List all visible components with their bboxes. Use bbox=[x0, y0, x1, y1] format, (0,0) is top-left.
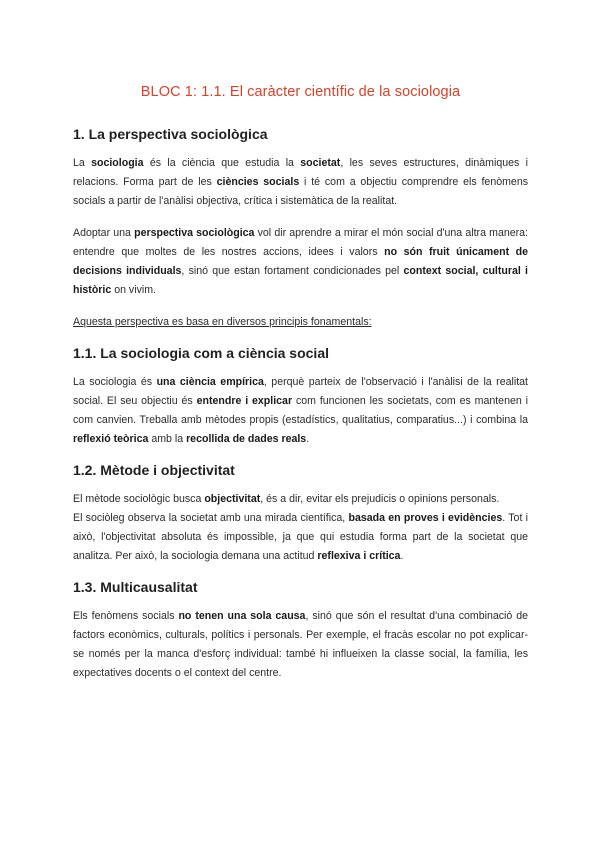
paragraph-perspectiva bbox=[73, 224, 528, 300]
section-heading-multicausalitat: 1.3. Multicausalitat bbox=[73, 579, 198, 595]
section-heading-ciencia-social: 1.1. La sociologia com a ciència social bbox=[73, 345, 329, 361]
text-run: , sinó que són el resultat d'una combinació de factors econòmics, culturals, polítics i personals. Per exemple, el fracàs escolar no pot explicar-se només per la manca d'esforç individual: també hi influeixen la classe social, la família, les expectatives docents o el context del centre. bbox=[73, 610, 529, 679]
bold-term: objectivitat bbox=[204, 493, 261, 505]
text-run: , perquè parteix de l'observació i l'anàlisi de la realitat social. El seu objectiu és bbox=[73, 376, 528, 407]
text-run: i té com a objectiu comprendre els fenòmens socials a partir de l'anàlisi objectiva, crítica i sistemàtica de la realitat. bbox=[73, 176, 529, 207]
text-run: , és a dir, evitar els prejudicis o opinions personals. bbox=[260, 493, 500, 505]
text-run: La bbox=[73, 157, 92, 169]
underlined-text: Aquesta perspectiva es basa en diversos principis fonamentals: bbox=[73, 316, 372, 328]
text-run: . Tot i això, l'objectivitat absoluta és impossible, ja que qui estudia forma part de la societat que analitza. Per això, la sociologia demana una actitud bbox=[73, 512, 529, 562]
bold-term: sociologia bbox=[91, 157, 144, 169]
paragraph-fenomens-socials bbox=[73, 607, 528, 683]
text-run: El mètode sociològic busca bbox=[73, 493, 205, 505]
text-run: , les seves estructures, dinàmiques i relacions. Forma part de les bbox=[73, 157, 528, 188]
bold-term: recollida de dades reals bbox=[186, 433, 307, 445]
bold-term: perspectiva sociològica bbox=[134, 227, 255, 239]
text-run: vol dir aprendre a mirar el món social d'una altra manera: entendre que moltes de les nostres accions, idees i valors bbox=[73, 227, 528, 258]
paragraph-sociologia-definicio bbox=[73, 154, 528, 211]
text-run: . bbox=[400, 550, 404, 562]
paragraph-objectivitat bbox=[73, 490, 528, 509]
bold-term: no tenen una sola causa bbox=[178, 610, 306, 622]
paragraph-principis bbox=[73, 313, 528, 332]
text-run: El sociòleg observa la societat amb una mirada científica, bbox=[73, 512, 349, 524]
text-run: on vivim. bbox=[111, 284, 157, 296]
section-heading-metode: 1.2. Mètode i objectivitat bbox=[73, 462, 235, 478]
bold-term: una ciència empírica bbox=[156, 376, 264, 388]
text-run: amb la bbox=[148, 433, 187, 445]
bold-term: no són fruit únicament de decisions individuals bbox=[73, 246, 529, 277]
text-run: , sinó que estan fortament condicionades pel bbox=[181, 265, 404, 277]
paragraph-sociòleg bbox=[73, 509, 528, 566]
bold-term: context social, cultural i històric bbox=[73, 265, 528, 296]
bold-term: societat bbox=[300, 157, 341, 169]
text-run: . bbox=[306, 433, 310, 445]
text-run: és la ciència que estudia la bbox=[143, 157, 301, 169]
bold-term: ciències socials bbox=[216, 176, 300, 188]
bold-term: basada en proves i evidències bbox=[348, 512, 503, 524]
bold-term: reflexiva i crítica bbox=[317, 550, 401, 562]
paragraph-ciencia-empirica bbox=[73, 373, 528, 449]
bold-term: reflexió teòrica bbox=[73, 433, 149, 445]
text-run: La sociologia és bbox=[73, 376, 157, 388]
document-title: BLOC 1: 1.1. El caràcter científic de la sociologia bbox=[140, 84, 461, 100]
bold-term: entendre i explicar bbox=[196, 395, 293, 407]
text-run: com funcionen les societats, com es mantenen i com canvien. Treballa amb mètodes propis (estadístics, qualitatius, comparatius...) i combina la bbox=[73, 395, 528, 426]
text-run: Adoptar una bbox=[73, 227, 135, 239]
section-heading-perspectiva: 1. La perspectiva sociològica bbox=[73, 126, 268, 142]
text-run: Els fenòmens socials bbox=[73, 610, 179, 622]
